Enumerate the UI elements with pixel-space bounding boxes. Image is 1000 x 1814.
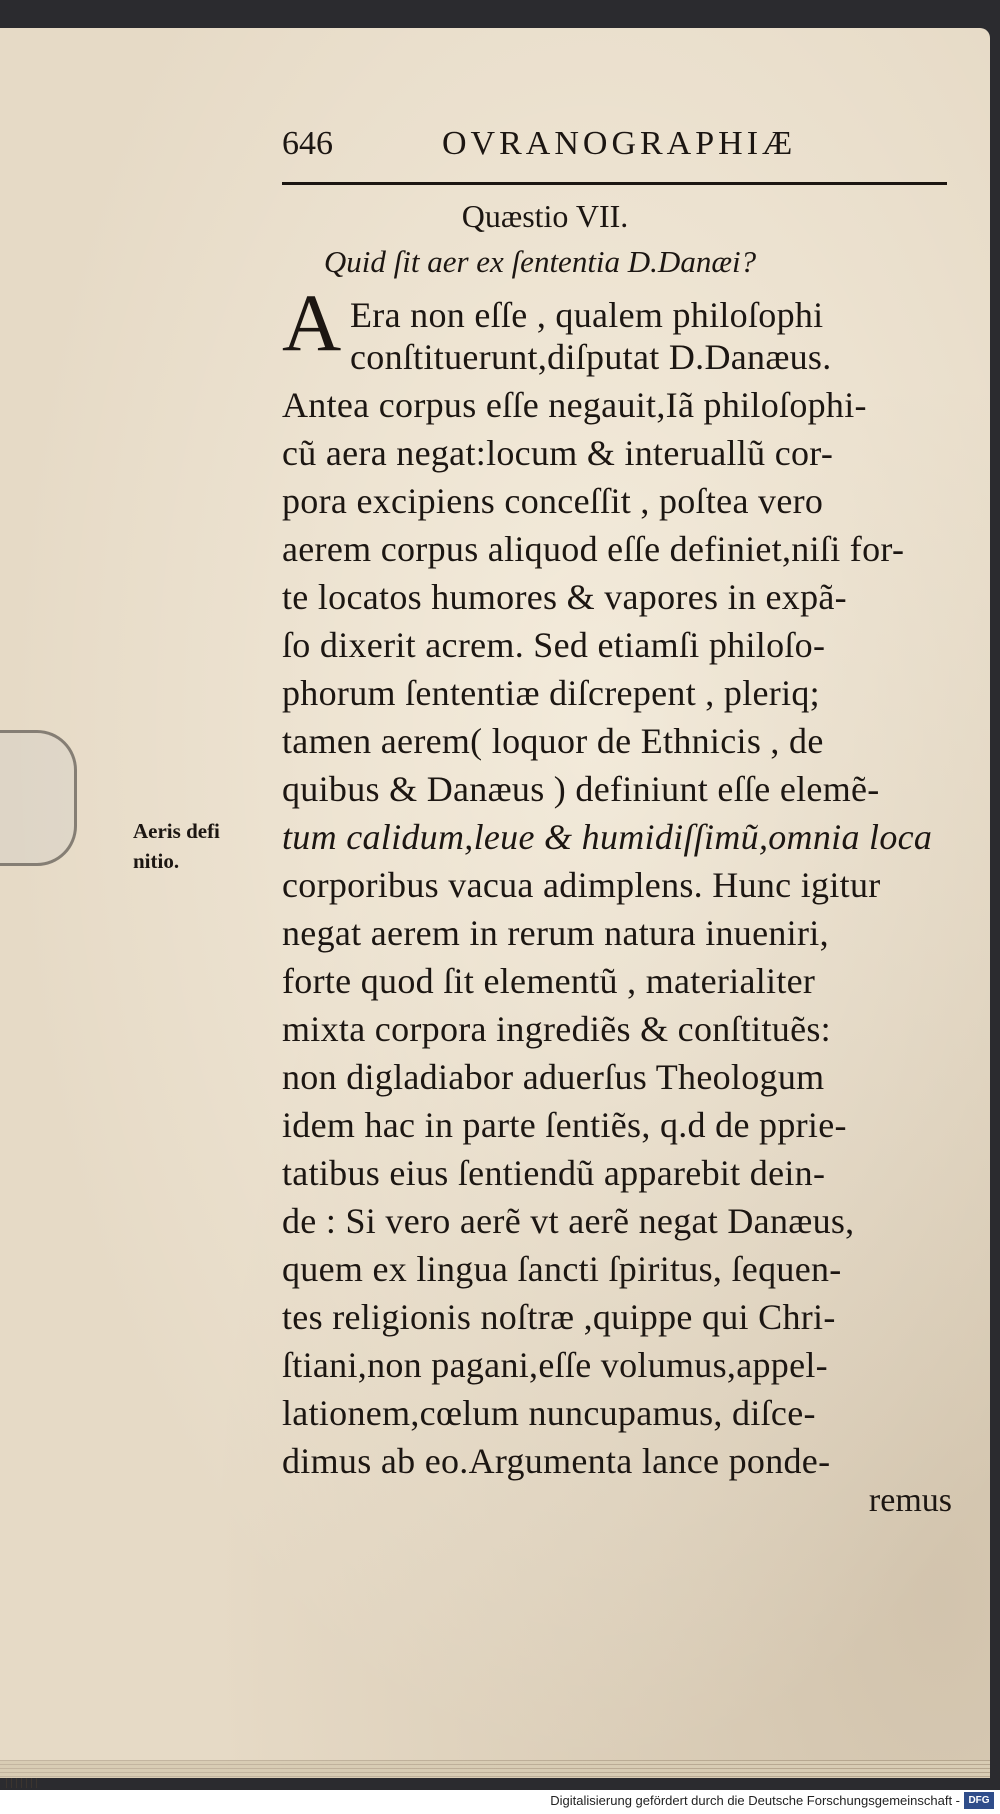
page-clip [0,730,77,866]
text-line: Era non eſſe , qualem philoſophi [350,295,824,335]
text-line: forte quod ſit elementũ , materialiter [282,961,816,1001]
text-line: pora excipiens conceſſit , poſtea vero [282,481,824,521]
margin-note-line: Aeris defi [133,819,220,843]
running-title: OVRANOGRAPHIÆ [442,125,797,162]
page-bottom-edges [0,1760,990,1778]
text-line: Antea corpus eſſe negauit,Iã philoſophi- [282,385,867,425]
text-line: lationem,cœlum nuncupamus, diſce- [282,1393,816,1433]
question-subtitle: Quid ſit aer ex ſententia D.Danæi? [323,244,757,279]
text-line: tes religionis noſtræ ,quippe qui Chri- [282,1297,836,1337]
text-line: dimus ab eo.Argumenta lance ponde- [282,1441,831,1481]
text-line: tatibus eius ſentiendũ apparebit dein- [282,1153,826,1193]
text-line: quibus & Danæus ) definiunt eſſe elemẽ- [282,769,880,809]
text-line: aerem corpus aliquod eſſe definiet,niſi for- [282,529,905,569]
text-line: quem ex lingua ſancti ſpiritus, ſequen- [282,1249,842,1289]
text-line: tamen aerem( loquor de Ethnicis , de [282,721,824,761]
catchword: remus [868,1482,952,1519]
text-line: negat aerem in rerum natura inueniri, [282,913,829,953]
page-number: 646 [282,125,333,162]
text-line: mixta corpora ingrediẽs & conſtituẽs: [282,1009,831,1049]
text-line: ſo dixerit acrem. Sed etiamſi philoſo- [282,625,826,665]
text-line: cũ aera negat:locum & interuallũ cor- [282,433,834,473]
text-line: de : Si vero aerẽ vt aerẽ negat Danæus, [282,1201,855,1241]
text-line: conſtituerunt,diſputat D.Danæus. [350,337,832,377]
text-line: phorum ſententiæ diſcrepent , pleriq; [282,673,820,713]
footer-credit: Digitalisierung gefördert durch die Deutsche Forschungsgemeinschaft - [550,1793,960,1808]
text-line: ſtiani,non pagani,eſſe volumus,appel- [282,1345,828,1385]
margin-note [133,816,220,876]
margin-note-line: nitio. [133,849,180,873]
question-title: Quæstio VII. [461,198,629,234]
header-rule [282,182,947,185]
text-line: idem hac in parte ſentiẽs, q.d de pprie- [282,1105,847,1145]
dfg-logo-icon: DFG [964,1792,994,1809]
text-line: te locatos humores & vapores in expã- [282,577,847,617]
text-line: corporibus vacua adimplens. Hunc igitur [282,865,881,905]
text-line: tum calidum,leue & humidiſſimũ,omnia loca [282,817,933,857]
drop-capital: A [282,277,342,368]
text-line: non digladiabor aduerſus Theologum [282,1057,825,1097]
page-header [282,125,942,175]
